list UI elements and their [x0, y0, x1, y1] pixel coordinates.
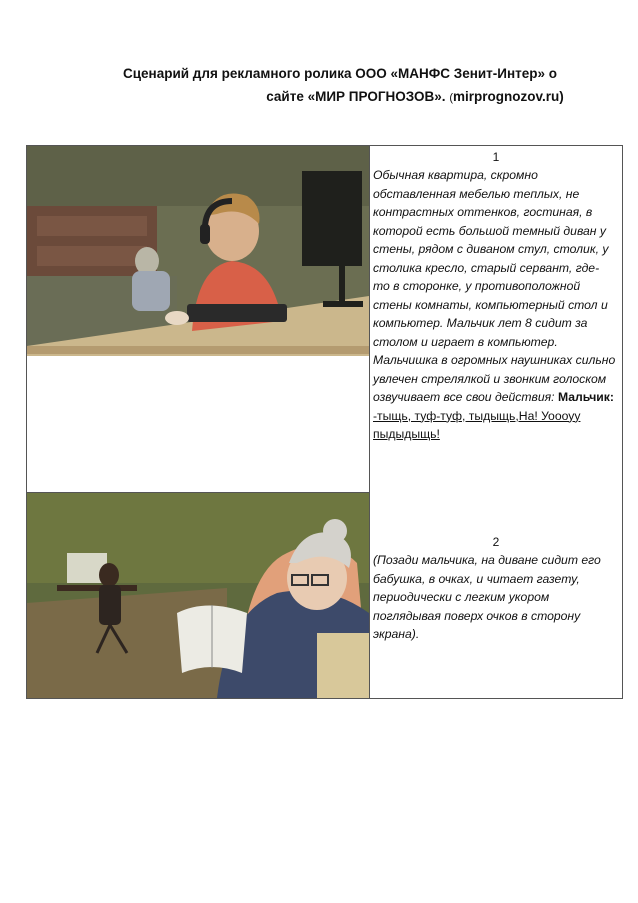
scene-2-illustration	[27, 493, 370, 698]
scene-2-image	[27, 493, 369, 698]
scene-1-body	[371, 166, 621, 444]
storyboard-table	[26, 145, 623, 699]
document-title	[60, 62, 620, 110]
scene-2-body	[371, 551, 621, 644]
scene-1-number: 1	[492, 150, 500, 164]
scene-1-speech: -тыщь, туф-туф, тыдыщь,На! Уоооуу пыдыдыщь!	[373, 408, 581, 441]
scene-1-speaker: Мальчик:	[557, 390, 614, 404]
title-paren: (	[449, 92, 453, 104]
scene-2-text	[371, 493, 621, 698]
scene-2-number: 2	[492, 535, 500, 549]
scene-1-image	[27, 146, 369, 492]
title-line-2	[60, 85, 620, 110]
scene-1-illustration	[27, 146, 370, 493]
scene-2-description: (Позади мальчика, на диване сидит его бабушка, в очках, и читает газету, периодически с легким укором поглядывая поверх очков в сторону экрана).	[373, 553, 601, 641]
title-site: mirprognozov.ru)	[452, 89, 564, 104]
scene-1-description: Обычная квартира, скромно обставленная мебелью теплых, не контрастных оттенков, гостиная, в которой есть большой темный диван у стены, рядом с диваном стул, столик, у столика кресло, старый сервант, где- то в сторонке, у противоположной стены комнаты, компьютерный стол и компьютер. Мальчик лет 8 сидит за столом и играет в компьютер. Мальчишка в огромных наушниках сильно увлечен стрелялкой и звонким голоском озвучивает все свои действия:	[373, 168, 616, 404]
title-line-2-main: сайте «МИР ПРОГНОЗОВ».	[266, 89, 446, 104]
scene-1-text	[371, 146, 621, 492]
title-line-1: Сценарий для рекламного ролика ООО «МАНФС Зенит-Интер» о	[122, 66, 557, 81]
